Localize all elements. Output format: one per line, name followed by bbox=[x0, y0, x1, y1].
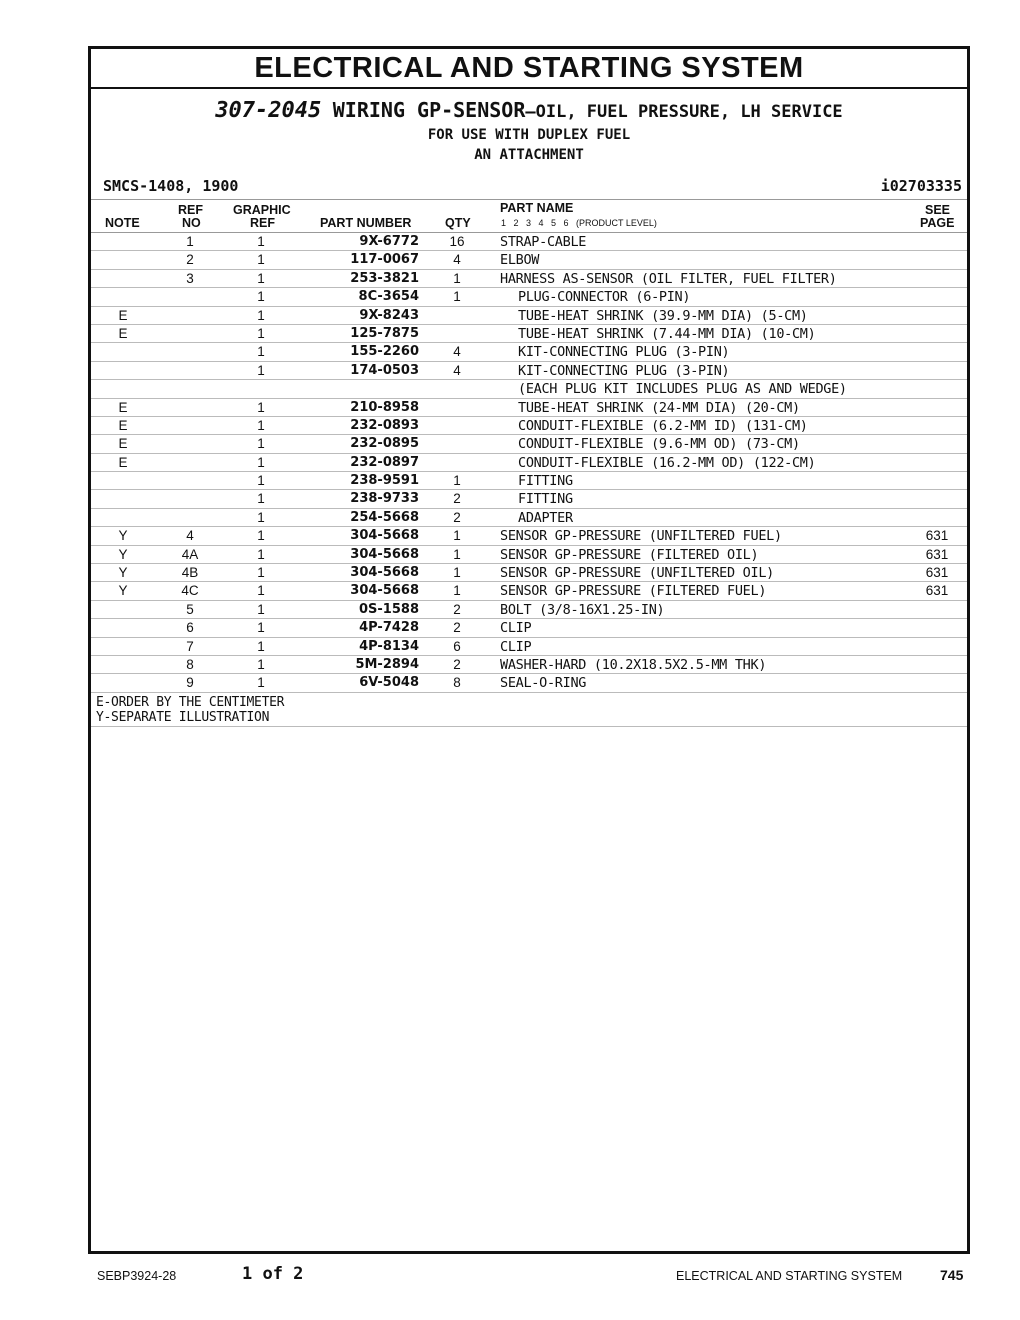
part-number-cell: 117-0067 bbox=[350, 252, 419, 268]
part-name-cell: CLIP bbox=[500, 638, 532, 655]
part-number-cell: 253-3821 bbox=[350, 270, 419, 286]
note-cell: Y bbox=[118, 565, 128, 581]
qty-cell: 2 bbox=[453, 601, 461, 617]
table-row bbox=[91, 362, 967, 380]
graphic-ref-cell: 1 bbox=[257, 601, 265, 617]
table-row bbox=[91, 417, 967, 435]
part-number-cell: 155-2260 bbox=[350, 344, 419, 360]
legend-e: E-ORDER BY THE CENTIMETER bbox=[96, 694, 285, 710]
col-part-name: PART NAME bbox=[500, 201, 574, 215]
graphic-ref-cell: 1 bbox=[257, 491, 265, 507]
see-page-cell: 631 bbox=[925, 528, 949, 544]
group-subtitle-1: FOR USE WITH DUPLEX FUEL bbox=[427, 127, 631, 143]
graphic-ref-cell: 1 bbox=[257, 417, 265, 433]
table-row bbox=[91, 251, 967, 269]
note-cell: Y bbox=[118, 546, 128, 562]
part-name-cell: CONDUIT-FLEXIBLE (6.2-MM ID) (131-CM) bbox=[518, 417, 808, 434]
graphic-ref-cell: 1 bbox=[257, 325, 265, 341]
part-name-cell: WASHER-HARD (10.2X18.5X2.5-MM THK) bbox=[500, 656, 767, 673]
group-name: WIRING GP-SENSOR bbox=[332, 98, 526, 122]
note-cell: E bbox=[118, 399, 128, 415]
table-row bbox=[91, 582, 967, 600]
note-cell: Y bbox=[118, 528, 128, 544]
part-number-cell: 0S-1588 bbox=[359, 601, 419, 617]
part-name-cell: CLIP bbox=[500, 620, 532, 637]
part-name-cell: KIT-CONNECTING PLUG (3-PIN) bbox=[518, 344, 730, 361]
part-name-cell: SENSOR GP-PRESSURE (UNFILTERED FUEL) bbox=[500, 528, 782, 545]
qty-cell: 1 bbox=[453, 546, 461, 562]
table-row bbox=[91, 435, 967, 453]
qty-cell: 4 bbox=[453, 252, 461, 268]
qty-cell: 1 bbox=[453, 270, 461, 286]
graphic-ref-cell: 1 bbox=[257, 252, 265, 268]
col-graphic-top: GRAPHIC bbox=[233, 203, 291, 217]
part-number-cell: 125-7875 bbox=[350, 325, 419, 341]
qty-cell: 16 bbox=[449, 234, 465, 249]
graphic-ref-cell: 1 bbox=[257, 436, 265, 452]
col-ref-top: REF bbox=[178, 203, 203, 217]
graphic-ref-cell: 1 bbox=[257, 270, 265, 286]
graphic-ref-cell: 1 bbox=[257, 546, 265, 562]
table-row bbox=[91, 343, 967, 361]
part-number-cell: 304-5668 bbox=[350, 583, 419, 599]
graphic-ref-cell: 1 bbox=[257, 344, 265, 360]
col-note: NOTE bbox=[105, 216, 140, 230]
graphic-ref-cell: 1 bbox=[257, 289, 265, 305]
graphic-ref-cell: 1 bbox=[257, 528, 265, 544]
part-number-cell: 232-0893 bbox=[350, 417, 419, 433]
graphic-ref-cell: 1 bbox=[257, 656, 265, 672]
ref-number-cell: 4A bbox=[181, 546, 199, 562]
part-name-cell: CONDUIT-FLEXIBLE (16.2-MM OD) (122-CM) bbox=[518, 454, 816, 471]
graphic-ref-cell: 1 bbox=[257, 307, 265, 323]
group-number: 307-2045 bbox=[215, 98, 322, 123]
part-number-cell: 254-5668 bbox=[350, 509, 419, 525]
graphic-ref-cell: 1 bbox=[257, 454, 265, 470]
illustration-id: i02703335 bbox=[880, 177, 962, 195]
part-number-cell: 304-5668 bbox=[350, 565, 419, 581]
group-suffix: —OIL, FUEL PRESSURE, LH SERVICE bbox=[525, 102, 843, 122]
part-number-cell: 4P-7428 bbox=[359, 620, 419, 636]
qty-cell: 1 bbox=[453, 473, 461, 489]
part-name-cell: SENSOR GP-PRESSURE (FILTERED FUEL) bbox=[500, 583, 767, 600]
part-name-cell: HARNESS AS-SENSOR (OIL FILTER, FUEL FILTER) bbox=[500, 270, 837, 287]
see-page-cell: 631 bbox=[925, 546, 949, 562]
ref-number-cell: 4B bbox=[181, 565, 199, 581]
qty-cell: 1 bbox=[453, 583, 461, 599]
part-number-cell: 9X-6772 bbox=[359, 234, 419, 249]
part-name-cell: PLUG-CONNECTOR (6-PIN) bbox=[518, 289, 691, 306]
qty-cell: 2 bbox=[453, 656, 461, 672]
note-cell: Y bbox=[118, 583, 128, 599]
ref-number-cell: 9 bbox=[186, 675, 194, 691]
table-row bbox=[91, 472, 967, 490]
part-name-cell: SEAL-O-RING bbox=[500, 675, 587, 692]
footer-section: ELECTRICAL AND STARTING SYSTEM bbox=[676, 1269, 903, 1283]
table-row bbox=[91, 638, 967, 656]
table-row bbox=[91, 233, 967, 251]
part-name-cell: TUBE-HEAT SHRINK (7.44-MM DIA) (10-CM) bbox=[518, 325, 816, 342]
ref-number-cell: 8 bbox=[186, 656, 194, 672]
col-product-level: 1 2 3 4 5 6 (PRODUCT LEVEL) bbox=[501, 218, 657, 228]
ref-number-cell: 4C bbox=[181, 583, 199, 599]
part-number-cell: 8C-3654 bbox=[358, 289, 419, 305]
note-cell: E bbox=[118, 307, 128, 323]
footer-page-number: 745 bbox=[940, 1267, 964, 1283]
ref-number-cell: 3 bbox=[186, 270, 194, 286]
col-part-number: PART NUMBER bbox=[320, 216, 412, 230]
graphic-ref-cell: 1 bbox=[257, 583, 265, 599]
table-row bbox=[91, 619, 967, 637]
table-header bbox=[91, 199, 967, 233]
part-number-cell: 6V-5048 bbox=[359, 675, 419, 691]
graphic-ref-cell: 1 bbox=[257, 473, 265, 489]
qty-cell: 2 bbox=[453, 509, 461, 525]
see-page-cell: 631 bbox=[925, 583, 949, 599]
ref-number-cell: 4 bbox=[186, 528, 194, 544]
group-heading bbox=[91, 89, 967, 165]
part-number-cell: 304-5668 bbox=[350, 546, 419, 562]
graphic-ref-cell: 1 bbox=[257, 399, 265, 415]
part-number-cell: 304-5668 bbox=[350, 528, 419, 544]
graphic-ref-cell: 1 bbox=[257, 675, 265, 691]
part-number-cell: 232-0897 bbox=[350, 454, 419, 470]
group-subtitle-2: AN ATTACHMENT bbox=[474, 147, 584, 163]
part-number-cell: 238-9733 bbox=[350, 491, 419, 507]
part-number-cell: 238-9591 bbox=[350, 473, 419, 489]
note-cell: E bbox=[118, 436, 128, 452]
table-row bbox=[91, 527, 967, 545]
group-title-line bbox=[91, 97, 967, 125]
footer-doc-number: SEBP3924-28 bbox=[97, 1269, 177, 1283]
qty-cell: 1 bbox=[453, 289, 461, 305]
part-number-cell: 232-0895 bbox=[350, 436, 419, 452]
notes-legend bbox=[91, 693, 967, 727]
qty-cell: 1 bbox=[453, 565, 461, 581]
part-name-cell: ELBOW bbox=[500, 252, 540, 269]
part-name-cell: STRAP-CABLE bbox=[500, 234, 587, 250]
part-name-cell: SENSOR GP-PRESSURE (FILTERED OIL) bbox=[500, 546, 759, 563]
graphic-ref-cell: 1 bbox=[257, 638, 265, 654]
part-name-cell: TUBE-HEAT SHRINK (24-MM DIA) (20-CM) bbox=[518, 399, 800, 416]
ref-number-cell: 6 bbox=[186, 620, 194, 636]
qty-cell: 6 bbox=[453, 638, 461, 654]
table-row bbox=[91, 454, 967, 472]
note-cell: E bbox=[118, 454, 128, 470]
col-see-top: SEE bbox=[925, 203, 951, 217]
table-row bbox=[91, 399, 967, 417]
part-name-cell: ADAPTER bbox=[518, 509, 573, 526]
graphic-ref-cell: 1 bbox=[257, 620, 265, 636]
graphic-ref-cell: 1 bbox=[257, 509, 265, 525]
part-name-cell: KIT-CONNECTING PLUG (3-PIN) bbox=[518, 362, 730, 379]
col-graphic-bottom: REF bbox=[250, 216, 275, 230]
part-number-cell: 5M-2894 bbox=[355, 656, 419, 672]
qty-cell: 2 bbox=[453, 491, 461, 507]
table-row bbox=[91, 546, 967, 564]
legend-y: Y-SEPARATE ILLUSTRATION bbox=[96, 709, 270, 725]
graphic-ref-cell: 1 bbox=[257, 234, 265, 249]
note-cell: E bbox=[118, 417, 128, 433]
qty-cell: 2 bbox=[453, 620, 461, 636]
part-number-cell: 9X-8243 bbox=[359, 307, 419, 323]
part-name-cell: FITTING bbox=[518, 491, 573, 508]
part-name-cell: FITTING bbox=[518, 473, 573, 490]
part-number-cell: 210-8958 bbox=[350, 399, 419, 415]
table-row bbox=[91, 509, 967, 527]
part-name-cell: (EACH PLUG KIT INCLUDES PLUG AS AND WEDGE) bbox=[518, 381, 847, 398]
col-ref-bottom: NO bbox=[182, 216, 201, 230]
ref-number-cell: 5 bbox=[186, 601, 194, 617]
note-cell: E bbox=[118, 325, 128, 341]
ref-number-cell: 7 bbox=[186, 638, 194, 654]
ref-number-cell: 2 bbox=[186, 252, 194, 268]
col-see-bottom: PAGE bbox=[920, 216, 955, 230]
graphic-ref-cell: 1 bbox=[257, 565, 265, 581]
graphic-ref-cell: 1 bbox=[257, 362, 265, 378]
table-row bbox=[91, 656, 967, 674]
page-frame bbox=[88, 46, 970, 1254]
part-number-cell: 174-0503 bbox=[350, 362, 419, 378]
part-name-cell: TUBE-HEAT SHRINK (39.9-MM DIA) (5-CM) bbox=[518, 307, 808, 324]
part-name-cell: CONDUIT-FLEXIBLE (9.6-MM OD) (73-CM) bbox=[518, 436, 800, 453]
qty-cell: 4 bbox=[453, 362, 461, 378]
system-title: ELECTRICAL AND STARTING SYSTEM bbox=[91, 49, 967, 89]
table-row bbox=[91, 674, 967, 692]
smcs-code: SMCS-1408, 1900 bbox=[103, 177, 239, 195]
table-row bbox=[91, 325, 967, 343]
page-footer bbox=[0, 1264, 1020, 1288]
part-name-cell: SENSOR GP-PRESSURE (UNFILTERED OIL) bbox=[500, 565, 774, 582]
ref-number-cell: 1 bbox=[186, 234, 194, 249]
col-qty: QTY bbox=[445, 216, 471, 230]
qty-cell: 1 bbox=[453, 528, 461, 544]
footer-page-of: 1 of 2 bbox=[242, 1264, 304, 1284]
table-row bbox=[91, 288, 967, 306]
part-number-cell: 4P-8134 bbox=[359, 638, 419, 654]
table-row bbox=[91, 601, 967, 619]
table-row bbox=[91, 490, 967, 508]
part-name-cell: BOLT (3/8-16X1.25-IN) bbox=[500, 601, 665, 618]
table-row bbox=[91, 380, 967, 398]
smcs-row bbox=[91, 173, 967, 199]
see-page-cell: 631 bbox=[925, 565, 949, 581]
parts-table-body bbox=[91, 233, 967, 693]
table-row bbox=[91, 307, 967, 325]
qty-cell: 8 bbox=[453, 675, 461, 691]
table-row bbox=[91, 270, 967, 288]
qty-cell: 4 bbox=[453, 344, 461, 360]
table-row bbox=[91, 564, 967, 582]
